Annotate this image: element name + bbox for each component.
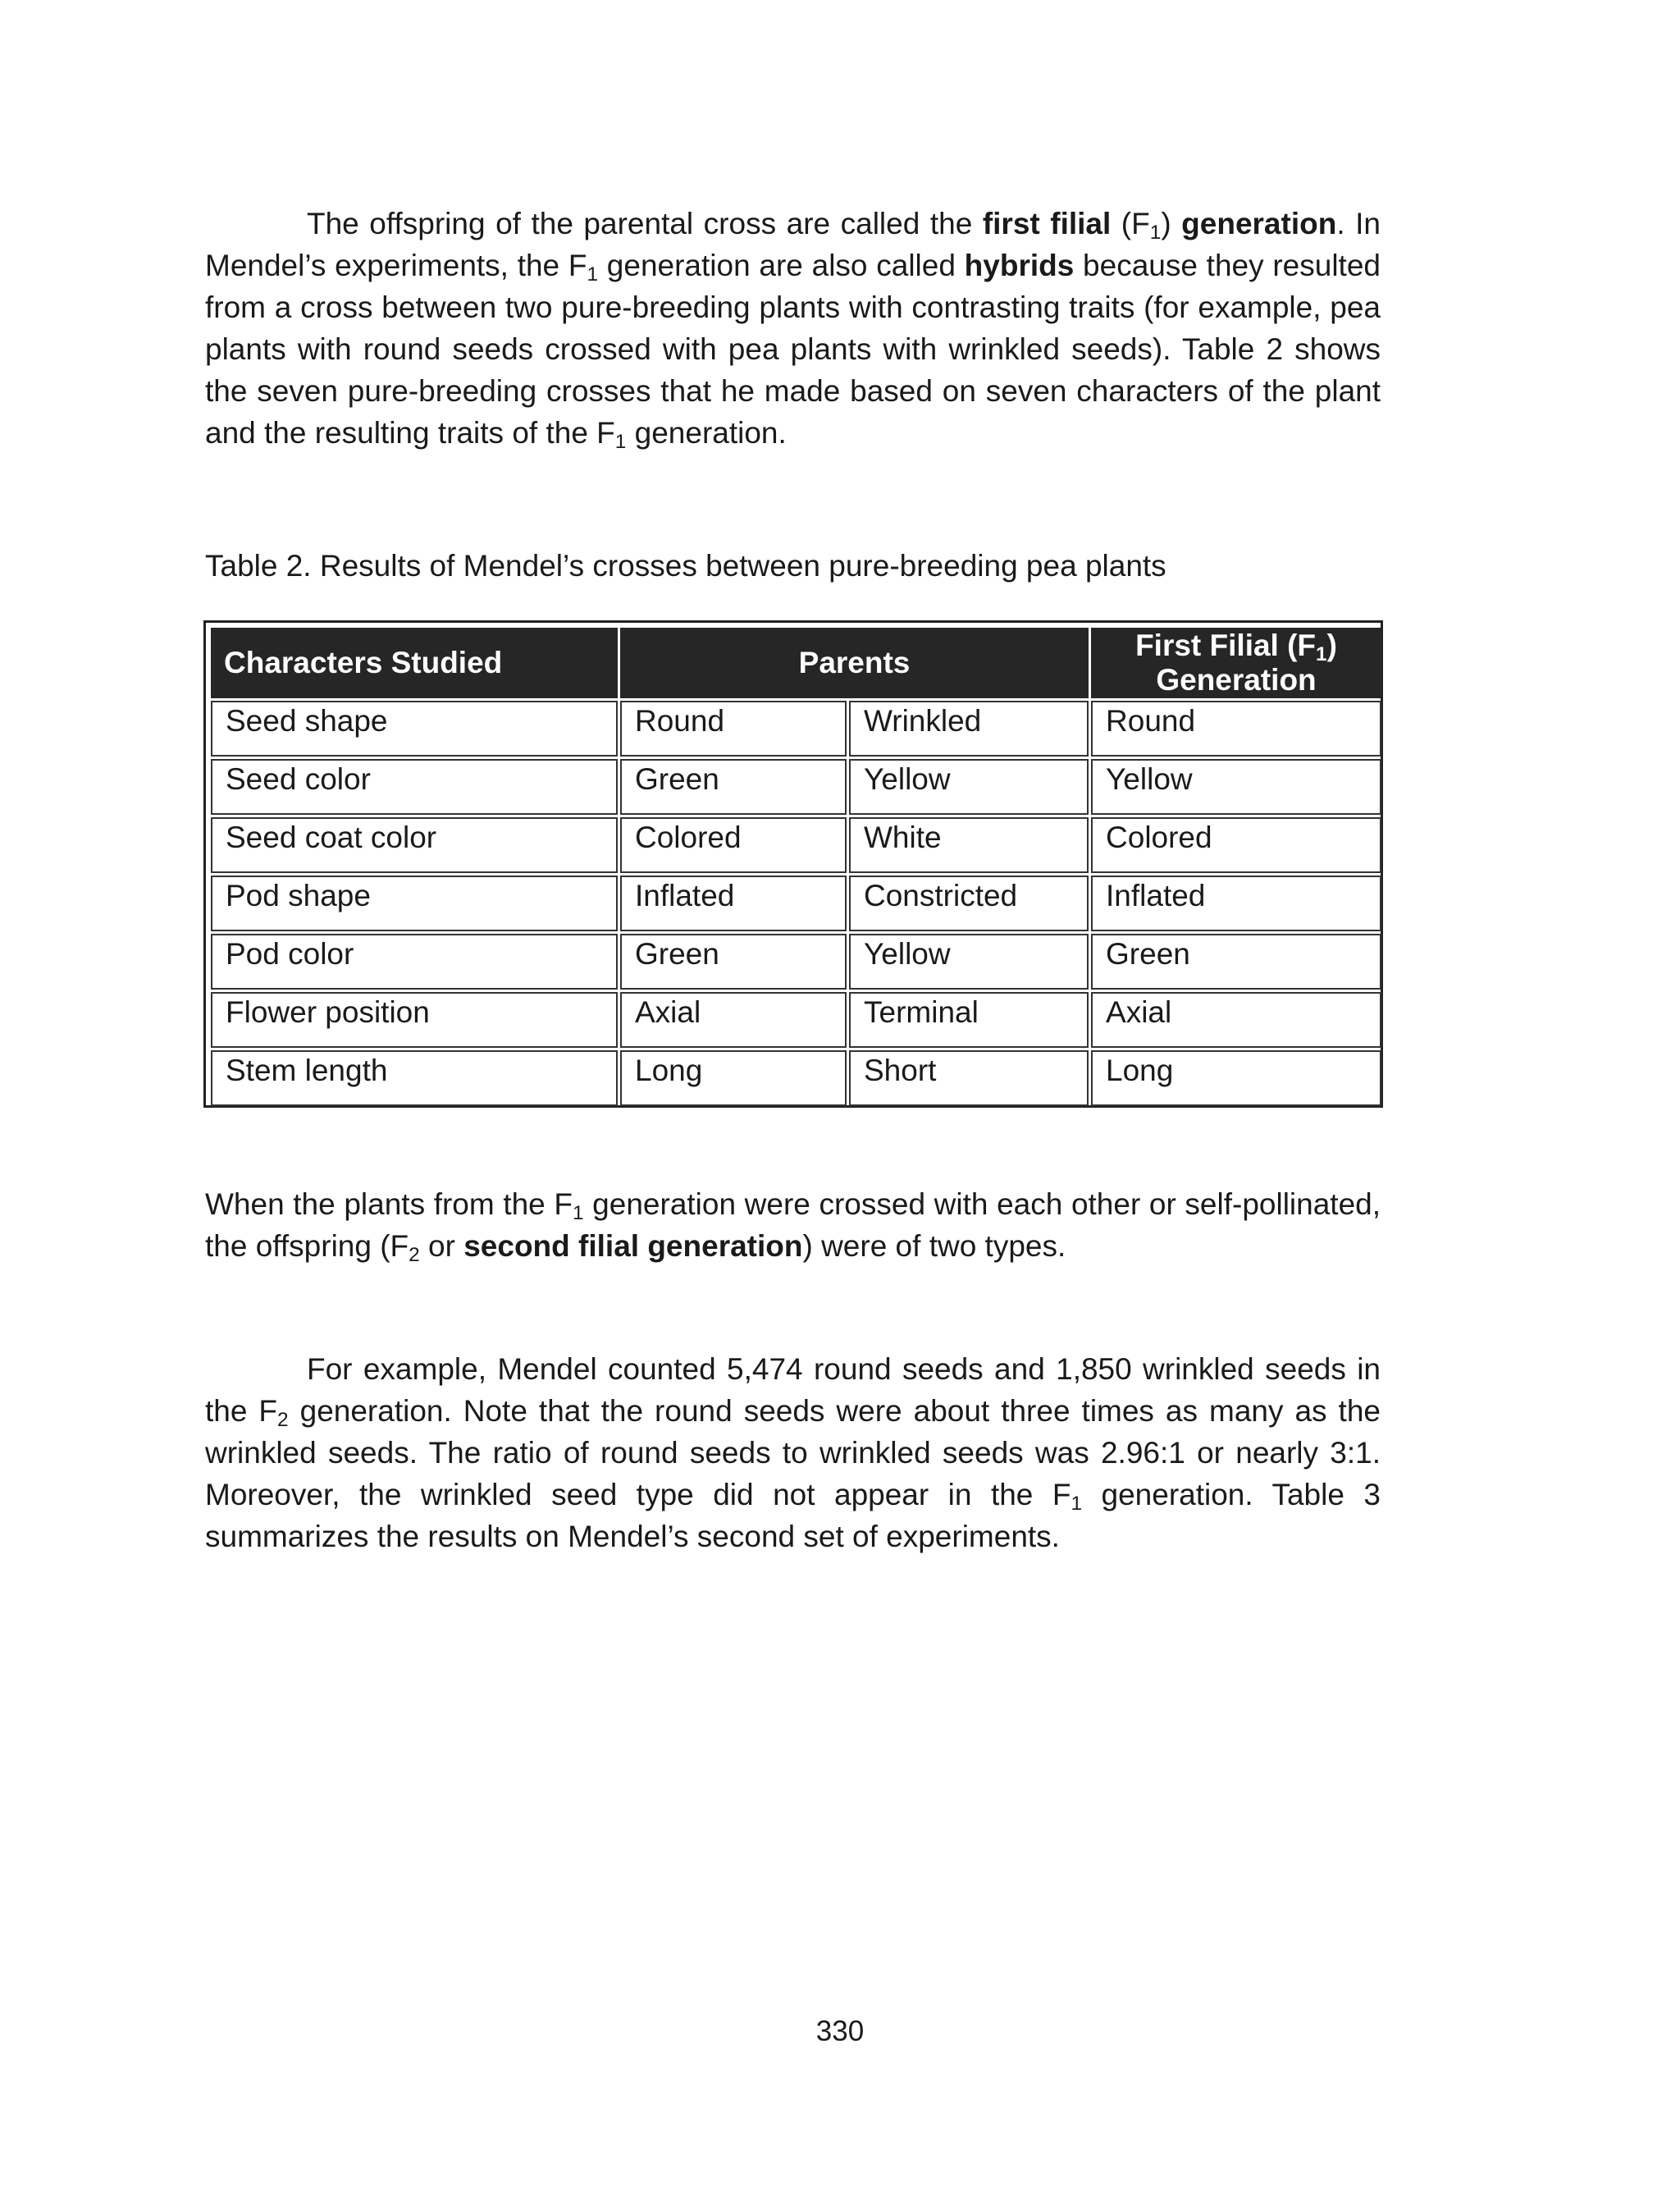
paragraph-text: [205, 203, 1381, 454]
cell-f1-trait: Axial: [1091, 992, 1381, 1048]
text-run: ): [1161, 207, 1182, 240]
paragraph-text: [205, 1348, 1381, 1557]
cell-character: Seed coat color: [211, 817, 618, 873]
cell-parent-2: Short: [849, 1050, 1089, 1106]
cell-parent-2: Terminal: [849, 992, 1089, 1048]
text-run: ) were of two types.: [802, 1229, 1066, 1263]
text-run: For example, Mendel counted 5,474 round seeds and 1,850 wrinkled seeds in the F: [205, 1352, 1381, 1428]
subscript: 1: [1316, 643, 1327, 666]
text-run: or: [419, 1229, 464, 1263]
paragraph-f1-intro: [205, 203, 1381, 454]
table-row: [211, 1050, 1381, 1106]
subscript: 1: [572, 1202, 584, 1225]
cell-parent-1: Inflated: [620, 876, 847, 931]
table-row: [211, 759, 1381, 815]
cell-f1-trait: Green: [1091, 934, 1381, 990]
cell-character: Flower position: [211, 992, 618, 1048]
term-second-filial-generation: second filial generation: [463, 1229, 803, 1263]
subscript: 1: [1071, 1493, 1083, 1516]
results-table: [203, 620, 1383, 1108]
paragraph-seed-counts: [205, 1348, 1381, 1557]
header-text: First Filial (F: [1135, 629, 1317, 662]
cell-parent-1: Round: [620, 701, 847, 757]
cell-parent-2: Constricted: [849, 876, 1089, 931]
cell-parent-1: Colored: [620, 817, 847, 873]
cell-parent-2: Yellow: [849, 759, 1089, 815]
cell-f1-trait: Long: [1091, 1050, 1381, 1106]
header-parents: Parents: [620, 628, 1089, 698]
cell-f1-trait: Yellow: [1091, 759, 1381, 815]
table-row: [211, 817, 1381, 873]
subscript: 1: [1149, 222, 1162, 245]
subscript: 2: [277, 1409, 289, 1432]
text-run: generation are also called: [598, 249, 965, 282]
text-run: (F: [1111, 207, 1150, 240]
cell-parent-2: Wrinkled: [849, 701, 1089, 757]
cell-character: Pod shape: [211, 876, 618, 931]
table-header-row: [211, 628, 1381, 698]
subscript: 1: [614, 431, 627, 454]
text-run: because they resulted from a cross between two pure-breeding plants with contrasting traits (for example, pea plants with round seeds crossed with pea plants with wrinkled seeds). Table 2 shows the seven pure-breeding crosses that he made based on seven characters of the plant and the resulting traits of the F: [205, 249, 1381, 450]
text-run: generation. Note that the round seeds were about three times as many as the wrinkled seeds. The ratio of round seeds to wrinkled seeds was 2.96:1 or nearly 3:1. Moreover, the wrinkled seed type did not appear in the F: [205, 1394, 1381, 1511]
cell-parent-1: Long: [620, 1050, 847, 1106]
cell-parent-1: Green: [620, 759, 847, 815]
paragraph-f2-types: [205, 1183, 1381, 1267]
text-run: The offspring of the parental cross are called the: [307, 207, 983, 240]
cell-parent-1: Green: [620, 934, 847, 990]
text-run: generation.: [626, 416, 787, 450]
table-caption: Table 2. Results of Mendel’s crosses between pure-breeding pea plants: [205, 549, 1166, 583]
table-row: [211, 876, 1381, 931]
text-run: generation. Table 3 summarizes the results on Mendel’s second set of experiments.: [205, 1478, 1381, 1553]
paragraph-text: [205, 1183, 1381, 1267]
term-hybrids: hybrids: [964, 249, 1075, 282]
cell-parent-1: Axial: [620, 992, 847, 1048]
text-run: generation were crossed with each other or self-pollinated, the offspring (F: [205, 1187, 1381, 1263]
cell-character: Seed shape: [211, 701, 618, 757]
table-row: [211, 701, 1381, 757]
term-generation: generation: [1181, 207, 1337, 240]
header-text: ): [1326, 629, 1337, 662]
header-characters-studied: Characters Studied: [211, 628, 618, 698]
page-number: 330: [815, 2015, 865, 2047]
cell-f1-trait: Inflated: [1091, 876, 1381, 931]
cell-character: Pod color: [211, 934, 618, 990]
cell-character: Stem length: [211, 1050, 618, 1106]
subscript: 2: [409, 1244, 420, 1267]
table-row: [211, 992, 1381, 1048]
header-text: Generation: [1156, 663, 1317, 697]
subscript: 1: [587, 263, 599, 286]
cell-character: Seed color: [211, 759, 618, 815]
cell-parent-2: White: [849, 817, 1089, 873]
header-first-filial-generation: [1091, 628, 1381, 698]
cell-f1-trait: Round: [1091, 701, 1381, 757]
text-run: . In Mendel’s experiments, the F: [205, 207, 1381, 282]
cell-f1-trait: Colored: [1091, 817, 1381, 873]
term-first-filial: first filial: [982, 207, 1112, 240]
table-row: [211, 934, 1381, 990]
text-run: When the plants from the F: [205, 1187, 573, 1221]
cell-parent-2: Yellow: [849, 934, 1089, 990]
